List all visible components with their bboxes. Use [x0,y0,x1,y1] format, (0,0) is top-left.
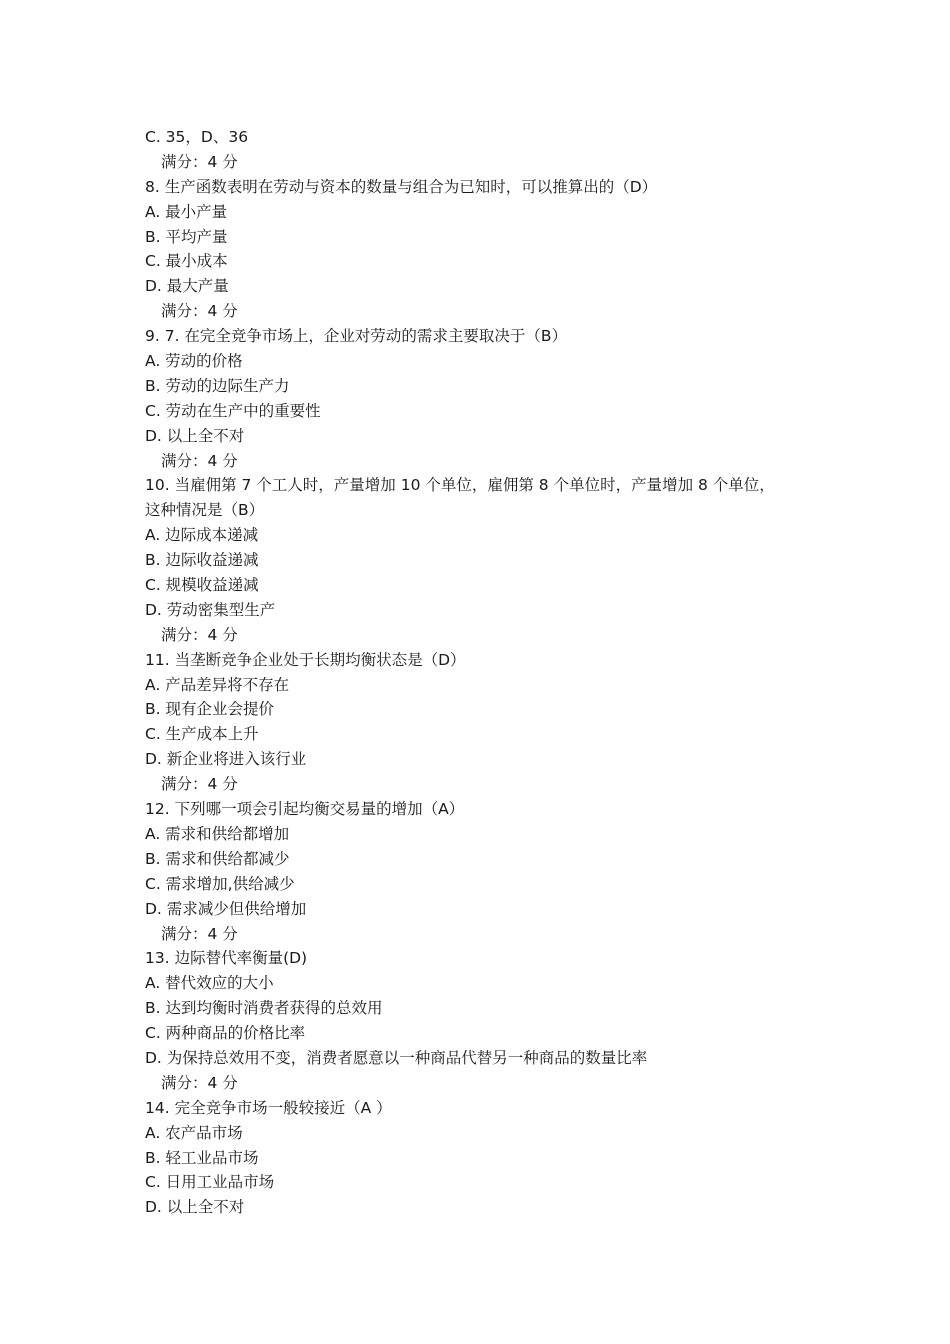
option-line: D. 以上全不对 [145,1198,245,1217]
option-line: C. 需求增加,供给减少 [145,874,295,893]
option-line: A. 产品差异将不存在 [145,675,290,694]
option-line: B. 边际收益递减 [145,551,259,570]
option-line: B. 平均产量 [145,227,228,246]
score-line: 满分：4 分 [161,302,238,321]
option-line: C. 生产成本上升 [145,725,259,744]
question-line: 13. 边际替代率衡量(D) [145,949,308,968]
option-line: D. 新企业将进入该行业 [145,750,307,769]
option-line: B. 现有企业会提价 [145,700,274,719]
question-line-continued: 这种情况是（B） [145,501,265,520]
option-line: A. 需求和供给都增加 [145,824,290,843]
question-line: 10. 当雇佣第 7 个工人时，产量增加 10 个单位，雇佣第 8 个单位时，产量增加 8 个单位， [145,476,775,495]
option-line: A. 边际成本递减 [145,526,259,545]
option-line: A. 劳动的价格 [145,352,243,371]
option-line: D. 劳动密集型生产 [145,600,276,619]
question-line: 14. 完全竞争市场一般较接近（A ） [145,1098,392,1117]
score-line: 满分：4 分 [161,924,238,943]
question-line: 11. 当垄断竞争企业处于长期均衡状态是（D） [145,650,466,669]
option-line: B. 劳动的边际生产力 [145,376,290,395]
option-line: D. 为保持总效用不变，消费者愿意以一种商品代替另一种商品的数量比率 [145,1048,648,1067]
score-line: 满分：4 分 [161,451,238,470]
option-line: A. 农产品市场 [145,1123,243,1142]
option-line: C. 劳动在生产中的重要性 [145,401,321,420]
option-line: A. 最小产量 [145,202,228,221]
score-line: 满分：4 分 [161,152,238,171]
question-line: 12. 下列哪一项会引起均衡交易量的增加（A） [145,800,465,819]
option-line: C. 规模收益递减 [145,576,259,595]
option-line: B. 轻工业品市场 [145,1148,259,1167]
option-line: D. 需求减少但供给增加 [145,899,307,918]
question-line: 8. 生产函数表明在劳动与资本的数量与组合为已知时，可以推算出的（D） [145,177,658,196]
document-page [145,125,825,1220]
option-line: B. 达到均衡时消费者获得的总效用 [145,999,383,1018]
score-line: 满分：4 分 [161,775,238,794]
option-line: C. 日用工业品市场 [145,1173,275,1192]
option-line: D. 最大产量 [145,277,229,296]
option-line: C. 最小成本 [145,252,228,271]
option-line: C. 两种商品的价格比率 [145,1024,306,1043]
question-line: 9. 7. 在完全竞争市场上，企业对劳动的需求主要取决于（B） [145,327,568,346]
score-line: 满分：4 分 [161,625,238,644]
option-line: A. 替代效应的大小 [145,974,274,993]
option-line: B. 需求和供给都减少 [145,849,290,868]
score-line: 满分：4 分 [161,1073,238,1092]
option-line: D. 以上全不对 [145,426,245,445]
option-line: C. 35，D、36 [145,128,249,146]
